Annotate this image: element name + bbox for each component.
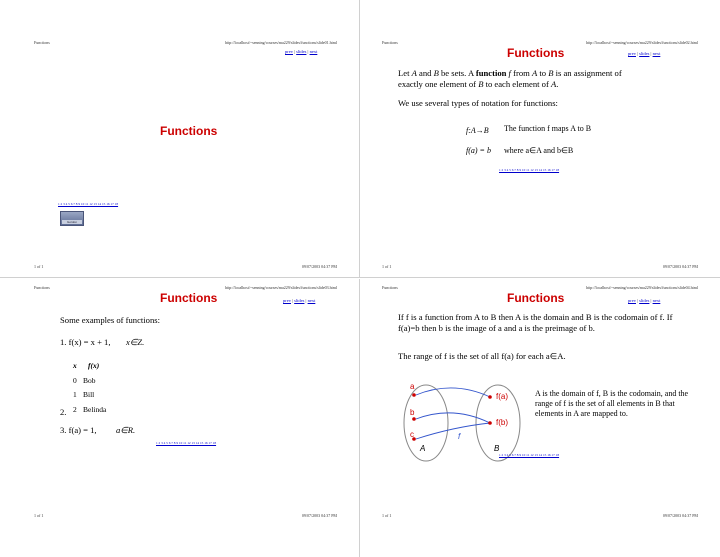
example-1: 1. f(x) = x + 1,	[60, 337, 111, 347]
slide-title: Functions	[507, 46, 565, 60]
slide-page-3	[0, 279, 360, 557]
page-header-title: Functions	[382, 40, 398, 45]
table-header-x: x	[73, 361, 77, 370]
label-fb: f(b)	[496, 418, 508, 427]
slides-link[interactable]: slides	[639, 51, 650, 56]
prev-link[interactable]: prev	[285, 49, 293, 54]
slides-link[interactable]: slides	[639, 298, 650, 303]
slide-title: Functions	[160, 291, 218, 305]
notation-mapping-desc: The function f maps A to B	[504, 124, 592, 133]
notation-value-desc: where a∈A and b∈B	[504, 146, 574, 155]
notation-value: f(a) = b	[466, 146, 491, 155]
page-header-title: Functions	[34, 285, 50, 290]
page-header-url: http://localhost/~senning/courses/ma229/slides/functions/slide04.html	[585, 285, 698, 290]
page-footer-date: 09/07/2003 04:37 PM	[301, 513, 337, 518]
definition-paragraph: If f is a function from A to B then A is the domain and B is the codomain of f. If f(a)=b then b is the image of a and a is the preimage of b.	[398, 312, 673, 333]
slide-page-links[interactable]: 1 2 3 4 5 6 7 8 9 10 11 12 13 14 15 16 17 18	[499, 168, 560, 172]
slide-page-links[interactable]: 1 2 3 4 5 6 7 8 9 10 11 12 13 14 15 16 17 18	[156, 441, 217, 445]
point-fa	[488, 395, 492, 399]
next-link[interactable]: next	[652, 298, 661, 303]
domain-set-oval	[404, 385, 448, 461]
label-fa: f(a)	[496, 392, 508, 401]
label-b: b	[410, 408, 415, 417]
example-1-domain: x∈Z.	[126, 337, 145, 347]
label-set-a: A	[420, 444, 426, 453]
definition-line-2: exactly one element of B to each element of A.	[398, 79, 559, 89]
page-footer-count: 1 of 1	[382, 264, 392, 269]
table-header-fx: f(x)	[88, 361, 100, 370]
slide-nav: prev | slides | next	[628, 298, 661, 303]
slide-title: Functions	[507, 291, 565, 305]
example-2: 2.	[60, 407, 67, 417]
slide-title: Functions	[160, 124, 218, 138]
page-footer-count: 1 of 1	[34, 264, 44, 269]
diagram-caption: A is the domain of f, B is the codomain, and the range of f is the set of all elements in B that elements in A are mapped to.	[535, 389, 689, 418]
page-header-title: Functions	[34, 40, 50, 45]
point-fb	[488, 421, 492, 425]
next-link[interactable]: next	[309, 49, 318, 54]
table-cell: Bill	[83, 390, 95, 399]
table-cell: Bob	[83, 376, 96, 385]
label-f: f	[458, 432, 461, 441]
slide-page-links[interactable]: 1 2 3 4 5 6 7 8 9 10 11 12 13 14 15 16 17 18	[58, 202, 119, 206]
label-c: c	[410, 430, 414, 439]
slide-nav: prev | slides | next	[628, 51, 661, 56]
prev-link[interactable]: prev	[283, 298, 291, 303]
notation-mapping: f:A→B	[466, 126, 489, 135]
example-3: 3. f(a) = 1,	[60, 425, 97, 435]
page-footer-date: 09/07/2003 04:37 PM	[301, 264, 337, 269]
example-3-domain: a∈R.	[116, 425, 136, 435]
page-footer-count: 1 of 1	[382, 513, 392, 518]
point-b	[412, 417, 416, 421]
slide-page-2	[360, 0, 720, 278]
page-footer-date: 09/07/2003 04:37 PM	[662, 513, 698, 518]
slides-link[interactable]: slides	[294, 298, 305, 303]
page-footer-count: 1 of 1	[34, 513, 44, 518]
next-link[interactable]: next	[307, 298, 316, 303]
slide-page-4	[360, 279, 720, 557]
mapping-arrow-a	[416, 388, 490, 397]
college-logo[interactable]	[60, 211, 84, 226]
examples-intro: Some examples of functions:	[60, 315, 161, 325]
table-cell: 0	[73, 376, 77, 385]
logo-text: Gordon	[62, 220, 82, 224]
point-a	[412, 393, 416, 397]
slide-page-1	[0, 0, 360, 278]
page-header-url: http://localhost/~senning/courses/ma229/slides/functions/slide02.html	[585, 40, 698, 45]
notation-intro: We use several types of notation for functions:	[398, 98, 558, 108]
mapping-arrow-c	[416, 423, 490, 439]
table-cell: Belinda	[83, 405, 107, 414]
definition-line-1: Let A and B be sets. A function f from A to B is an assignment of	[398, 68, 622, 78]
mapping-arrow-b	[416, 413, 490, 423]
label-a: a	[410, 382, 415, 391]
page-header-url: http://localhost/~senning/courses/ma229/slides/functions/slide01.html	[224, 40, 337, 45]
prev-link[interactable]: prev	[628, 298, 636, 303]
slides-link[interactable]: slides	[296, 49, 307, 54]
slide-page-links[interactable]: 1 2 3 4 5 6 7 8 9 10 11 12 13 14 15 16 17 18	[499, 453, 560, 457]
next-link[interactable]: next	[652, 51, 661, 56]
range-definition: The range of f is the set of all f(a) for each a∈A.	[398, 351, 566, 361]
slide-nav: prev | slides | next	[283, 298, 316, 303]
prev-link[interactable]: prev	[628, 51, 636, 56]
page-header-title: Functions	[382, 285, 398, 290]
label-set-b: B	[494, 444, 500, 453]
slide-nav: prev | slides | next	[285, 49, 318, 54]
table-cell: 2	[73, 405, 77, 414]
page-footer-date: 09/07/2003 04:37 PM	[662, 264, 698, 269]
table-cell: 1	[73, 390, 77, 399]
page-header-url: http://localhost/~senning/courses/ma229/slides/functions/slide03.html	[224, 285, 337, 290]
